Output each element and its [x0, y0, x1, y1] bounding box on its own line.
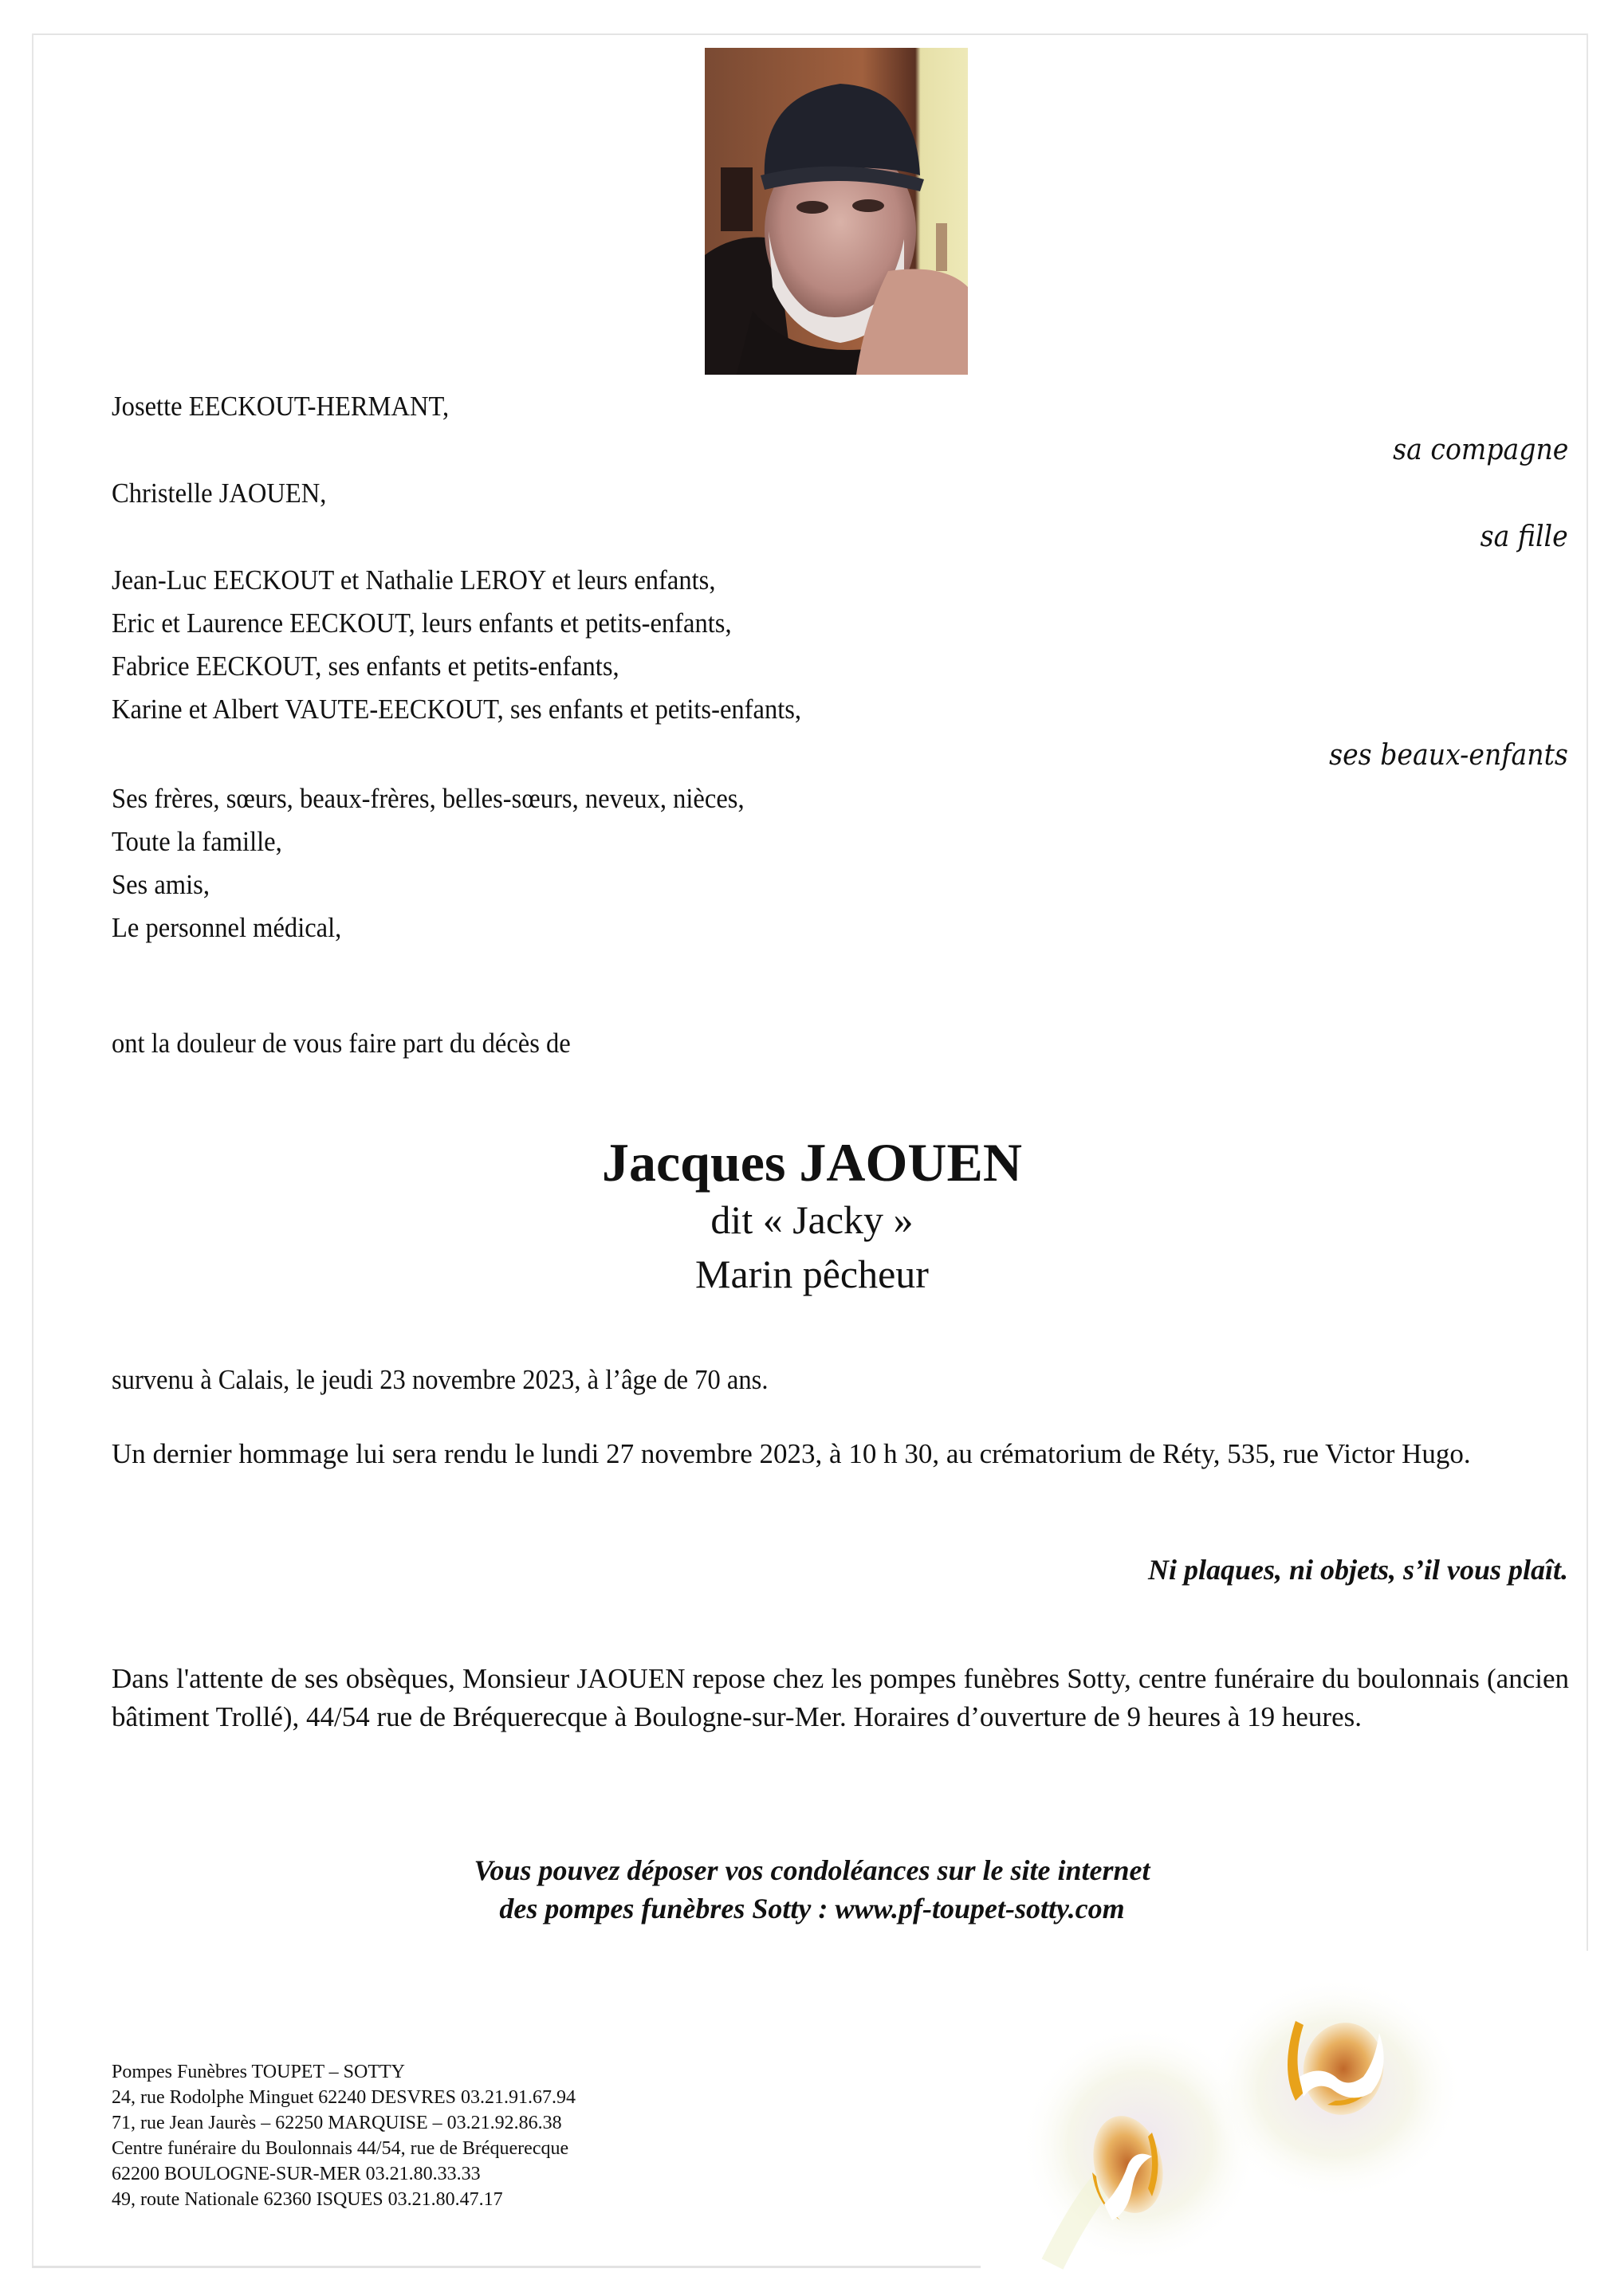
- family-partner: Josette EECKOUT-HERMANT,: [112, 391, 450, 422]
- deceased-name: Jacques JAOUEN: [601, 1132, 1023, 1193]
- deceased-occupation: Marin pêcheur: [695, 1252, 929, 1296]
- family-other: Ses amis,: [112, 869, 210, 900]
- repose-paragraph: Dans l'attente de ses obsèques, Monsieur JAOUEN repose chez les pompes funèbres Sotty, centre funéraire du boulonnais (ancien bâtiment Trollé), 44/54 rue de Bréquerecque à Boulogne-sur-Mer. Horaires d’ouverture de 9 heures à 19 heures.: [112, 1663, 1569, 1732]
- page-frame-top: [32, 33, 1587, 35]
- family-stepchild: Karine et Albert VAUTE-EECKOUT, ses enfants et petits-enfants,: [112, 694, 802, 725]
- page-frame-bottom: [32, 2266, 981, 2268]
- condolences-line-1: Vous pouvez déposer vos condoléances sur le site internet: [474, 1854, 1150, 1886]
- footer-line: Pompes Funèbres TOUPET – SOTTY: [112, 2062, 406, 2082]
- funeral-home-footer: [112, 2059, 576, 2212]
- family-other: Le personnel médical,: [112, 912, 342, 943]
- role-partner: sa compagne: [1392, 434, 1568, 466]
- role-stepchildren: ses beaux-enfants: [1329, 739, 1568, 772]
- no-flowers-notice: Ni plaques, ni objets, s’il vous plaît.: [1147, 1554, 1568, 1586]
- footer-line: 62200 BOULOGNE-SUR-MER 03.21.80.33.33: [112, 2164, 481, 2184]
- death-notice: survenu à Calais, le jeudi 23 novembre 2023, à l’âge de 70 ans.: [112, 1364, 769, 1395]
- orchid-decoration: [1020, 1961, 1595, 2280]
- footer-line: Centre funéraire du Boulonnais 44/54, rue de Bréquerecque: [112, 2138, 569, 2159]
- deceased-nickname: dit « Jacky »: [710, 1197, 914, 1242]
- family-other: Ses frères, sœurs, beaux-frères, belles-sœurs, neveux, nièces,: [112, 783, 745, 814]
- role-daughter: sa fille: [1480, 521, 1568, 553]
- footer-line: 71, rue Jean Jaurès – 62250 MARQUISE – 03.21.92.86.38: [112, 2113, 562, 2133]
- ceremony-paragraph: Un dernier hommage lui sera rendu le lundi 27 novembre 2023, à 10 h 30, au crématorium de Réty, 535, rue Victor Hugo.: [112, 1438, 1471, 1469]
- family-stepchild: Eric et Laurence EECKOUT, leurs enfants et petits-enfants,: [112, 607, 732, 639]
- family-stepchild: Jean-Luc EECKOUT et Nathalie LEROY et leurs enfants,: [112, 564, 716, 596]
- condolences-line-2: des pompes funèbres Sotty : www.pf-toupet-sotty.com: [499, 1893, 1125, 1924]
- footer-line: 49, route Nationale 62360 ISQUES 03.21.80.47.17: [112, 2189, 503, 2210]
- announcement-text: ont la douleur de vous faire part du décès de: [112, 1028, 571, 1059]
- page-frame-right: [1587, 33, 1588, 1951]
- family-other: Toute la famille,: [112, 826, 282, 857]
- footer-line: 24, rue Rodolphe Minguet 62240 DESVRES 03.21.91.67.94: [112, 2087, 576, 2108]
- family-daughter: Christelle JAOUEN,: [112, 478, 327, 509]
- portrait-photo: [705, 48, 968, 375]
- family-stepchild: Fabrice EECKOUT, ses enfants et petits-enfants,: [112, 651, 619, 682]
